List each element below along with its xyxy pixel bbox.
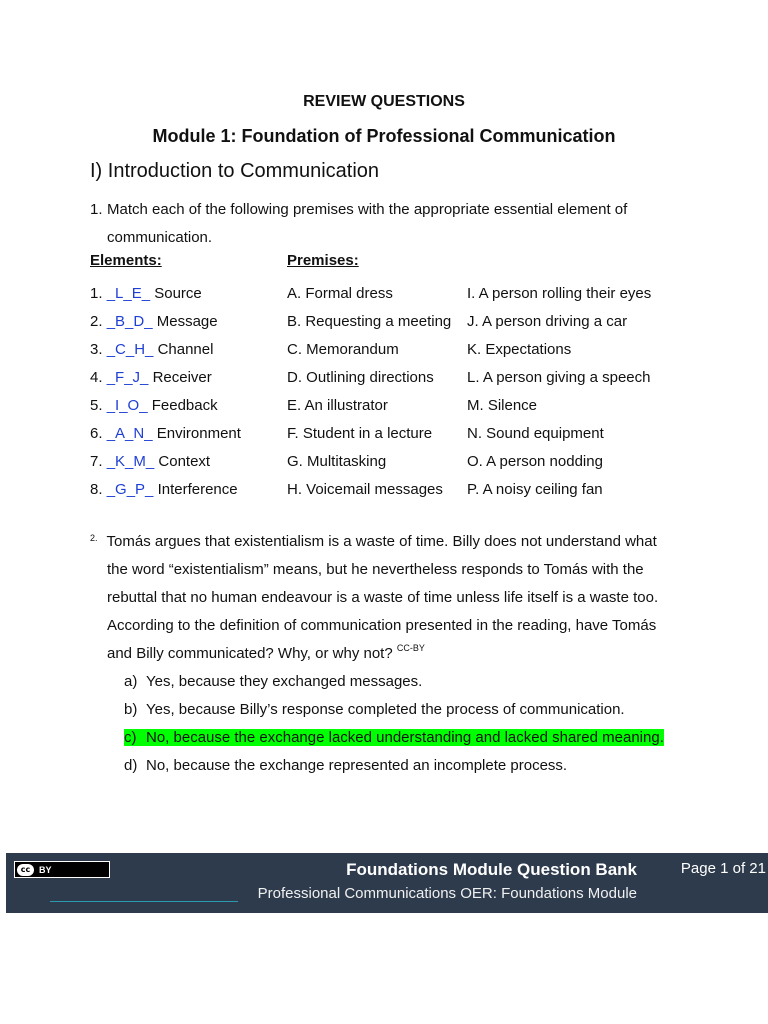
premise-item: A. Formal dress <box>287 285 393 302</box>
premise-item: H. Voicemail messages <box>287 481 443 498</box>
question-2-text-line: and Billy communicated? Why, or why not? <box>107 645 393 662</box>
review-questions-heading: REVIEW QUESTIONS <box>303 93 465 110</box>
element-label: Source <box>154 285 202 302</box>
premise-item: L. A person giving a speech <box>467 369 651 386</box>
answer-option-a: a) Yes, because they exchanged messages. <box>124 673 423 690</box>
element-row: 3. _C_H_ Channel <box>90 341 214 358</box>
question-2-text-line: the word “existentialism” means, but he nevertheless responds to Tomás with the <box>107 561 644 578</box>
element-label: Environment <box>156 425 241 442</box>
premise-item: F. Student in a lecture <box>287 425 433 442</box>
element-row: 7. _K_M_ Context <box>90 453 211 470</box>
question-2-number: 2. <box>90 533 98 543</box>
answer-option-d: d) No, because the exchange represented an incomplete process. <box>124 757 568 774</box>
premise-item: B. Requesting a meeting <box>287 313 452 330</box>
license-tag: CC-BY <box>396 643 425 653</box>
cc-by-license-badge[interactable] <box>14 861 110 878</box>
page-number: Page 1 of 21 <box>680 860 766 877</box>
question-2 <box>90 528 690 780</box>
premise-item: C. Memorandum <box>287 341 399 358</box>
premise-item: P. A noisy ceiling fan <box>467 481 603 498</box>
page-footer <box>6 853 768 913</box>
question-2-text-line: According to the definition of communication presented in the reading, have Tomás <box>107 617 657 634</box>
question-1-number: 1. <box>90 201 103 218</box>
question-2-text-line: rebuttal that no human endeavour is a waste of time unless life itself is a waste too. <box>107 589 659 606</box>
element-answer: _I_O_ <box>106 397 148 414</box>
premise-item: G. Multitasking <box>287 453 387 470</box>
footer-subtitle: Professional Communications OER: Foundations Module <box>257 885 637 902</box>
element-label: Feedback <box>151 397 218 414</box>
premises-column-a <box>287 280 451 504</box>
premises-column-b <box>467 280 651 504</box>
element-row: 1. _L_E_ Source <box>90 285 202 302</box>
footer-divider <box>50 901 238 902</box>
element-label: Context <box>158 453 211 470</box>
element-answer: _F_J_ <box>106 369 149 386</box>
element-answer: _L_E_ <box>106 285 151 302</box>
element-label: Channel <box>157 341 214 358</box>
question-1 <box>90 196 670 252</box>
element-row: 2. _B_D_ Message <box>90 313 218 330</box>
premise-item: I. A person rolling their eyes <box>467 285 652 302</box>
element-row: 5. _I_O_ Feedback <box>90 397 218 414</box>
answer-option-c-correct: c) No, because the exchange lacked understanding and lacked shared meaning. <box>124 729 664 746</box>
premise-item: K. Expectations <box>467 341 572 358</box>
element-row: 4. _F_J_ Receiver <box>90 369 212 386</box>
element-answer: _G_P_ <box>106 481 154 498</box>
question-2-text-line: Tomás argues that existentialism is a waste of time. Billy does not understand what <box>106 533 657 550</box>
element-row: 8. _G_P_ Interference <box>90 481 238 498</box>
elements-header: Elements: <box>90 252 162 269</box>
module-title: Module 1: Foundation of Professional Communication <box>152 126 616 146</box>
premise-item: N. Sound equipment <box>467 425 604 442</box>
footer-title: Foundations Module Question Bank <box>346 860 637 879</box>
element-answer: _K_M_ <box>106 453 155 470</box>
by-attribution-label: BY <box>39 864 52 875</box>
element-label: Interference <box>157 481 238 498</box>
premises-header: Premises: <box>287 252 359 269</box>
premise-item: J. A person driving a car <box>467 313 628 330</box>
premise-item: M. Silence <box>467 397 538 414</box>
creative-commons-icon: cc <box>17 864 34 876</box>
premise-item: E. An illustrator <box>287 397 388 414</box>
answer-option-b: b) Yes, because Billy’s response completed the process of communication. <box>124 701 625 718</box>
element-answer: _A_N_ <box>106 425 153 442</box>
premise-item: D. Outlining directions <box>287 369 434 386</box>
element-label: Message <box>156 313 218 330</box>
element-answer: _B_D_ <box>106 313 153 330</box>
element-answer: _C_H_ <box>106 341 154 358</box>
element-row: 6. _A_N_ Environment <box>90 425 241 442</box>
section-heading: I) Introduction to Communication <box>90 160 380 182</box>
elements-column <box>90 280 241 504</box>
premise-item: O. A person nodding <box>467 453 603 470</box>
question-1-text-line-1: Match each of the following premises with the appropriate essential element of <box>107 201 628 218</box>
question-1-text-line-2: communication. <box>107 229 213 246</box>
element-label: Receiver <box>152 369 212 386</box>
